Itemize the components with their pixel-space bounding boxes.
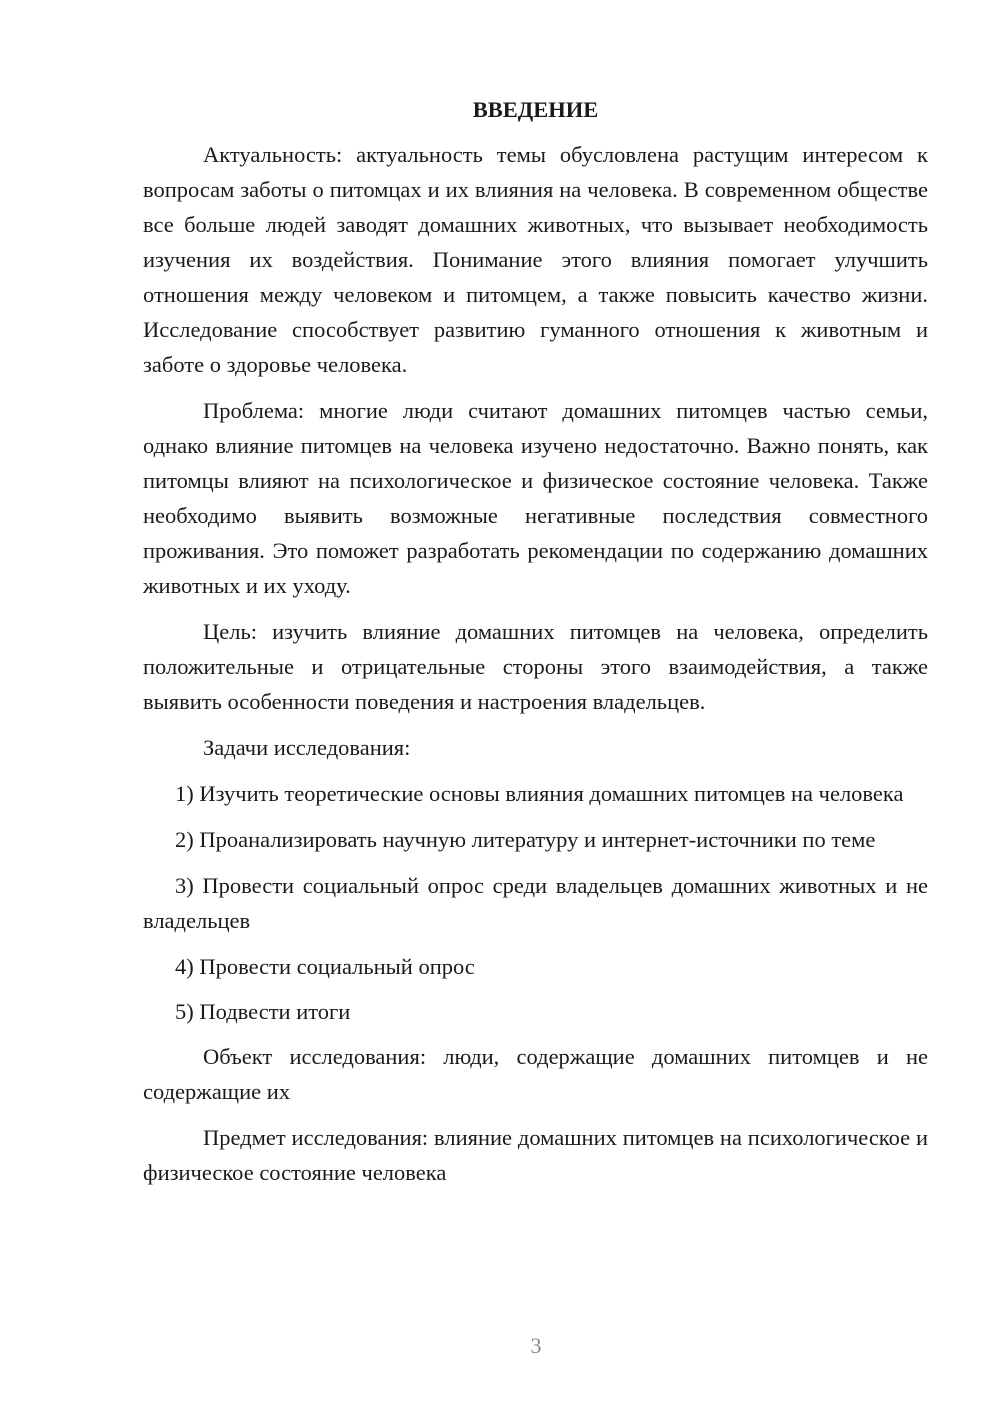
tasks-heading: Задачи исследования: xyxy=(203,735,411,760)
relevance-paragraph: Актуальность: актуальность темы обусловлена растущим интересом к вопросам заботы о питомцах и их влияния на человека. В современном обществе все больше людей заводят домашних животных, что вызывает необходимость изучения их воздействия. Понимание этого влияния помогает улучшить отношения между человеком и питомцем, а также повысить качество жизни. Исследование способствует развитию гуманного отношения к животным и заботе о здоровье человека. xyxy=(143,142,928,377)
section-title: ВВЕДЕНИЕ xyxy=(472,97,599,122)
goal-paragraph: Цель: изучить влияние домашних питомцев на человека, определить положительные и отрицательные стороны этого взаимодействия, а также выявить особенности поведения и настроения владельцев. xyxy=(143,619,928,714)
task-item-1: 1) Изучить теоретические основы влияния домашних питомцев на человека xyxy=(175,781,904,806)
problem-paragraph: Проблема: многие люди считают домашних питомцев частью семьи, однако влияние питомцев на человека изучено недостаточно. Важно понять, как питомцы влияют на психологическое и физическое состояние человека. Также необходимо выявить возможные негативные последствия совместного проживания. Это поможет разработать рекомендации по содержанию домашних животных и их уходу. xyxy=(143,398,928,598)
task-item-2: 2) Проанализировать научную литературу и интернет-источники по теме xyxy=(175,827,876,852)
task-item-5: 5) Подвести итоги xyxy=(175,999,351,1024)
page-content xyxy=(143,92,928,1201)
object-paragraph: Объект исследования: люди, содержащие домашних питомцев и не содержащие их xyxy=(143,1044,928,1104)
task-item-4: 4) Провести социальный опрос xyxy=(175,954,475,979)
task-item-3: 3) Провести социальный опрос среди владельцев домашних животных и не владельцев xyxy=(143,873,928,933)
subject-paragraph: Предмет исследования: влияние домашних питомцев на психологическое и физическое состояние человека xyxy=(143,1125,928,1185)
page-number: 3 xyxy=(530,1333,542,1358)
